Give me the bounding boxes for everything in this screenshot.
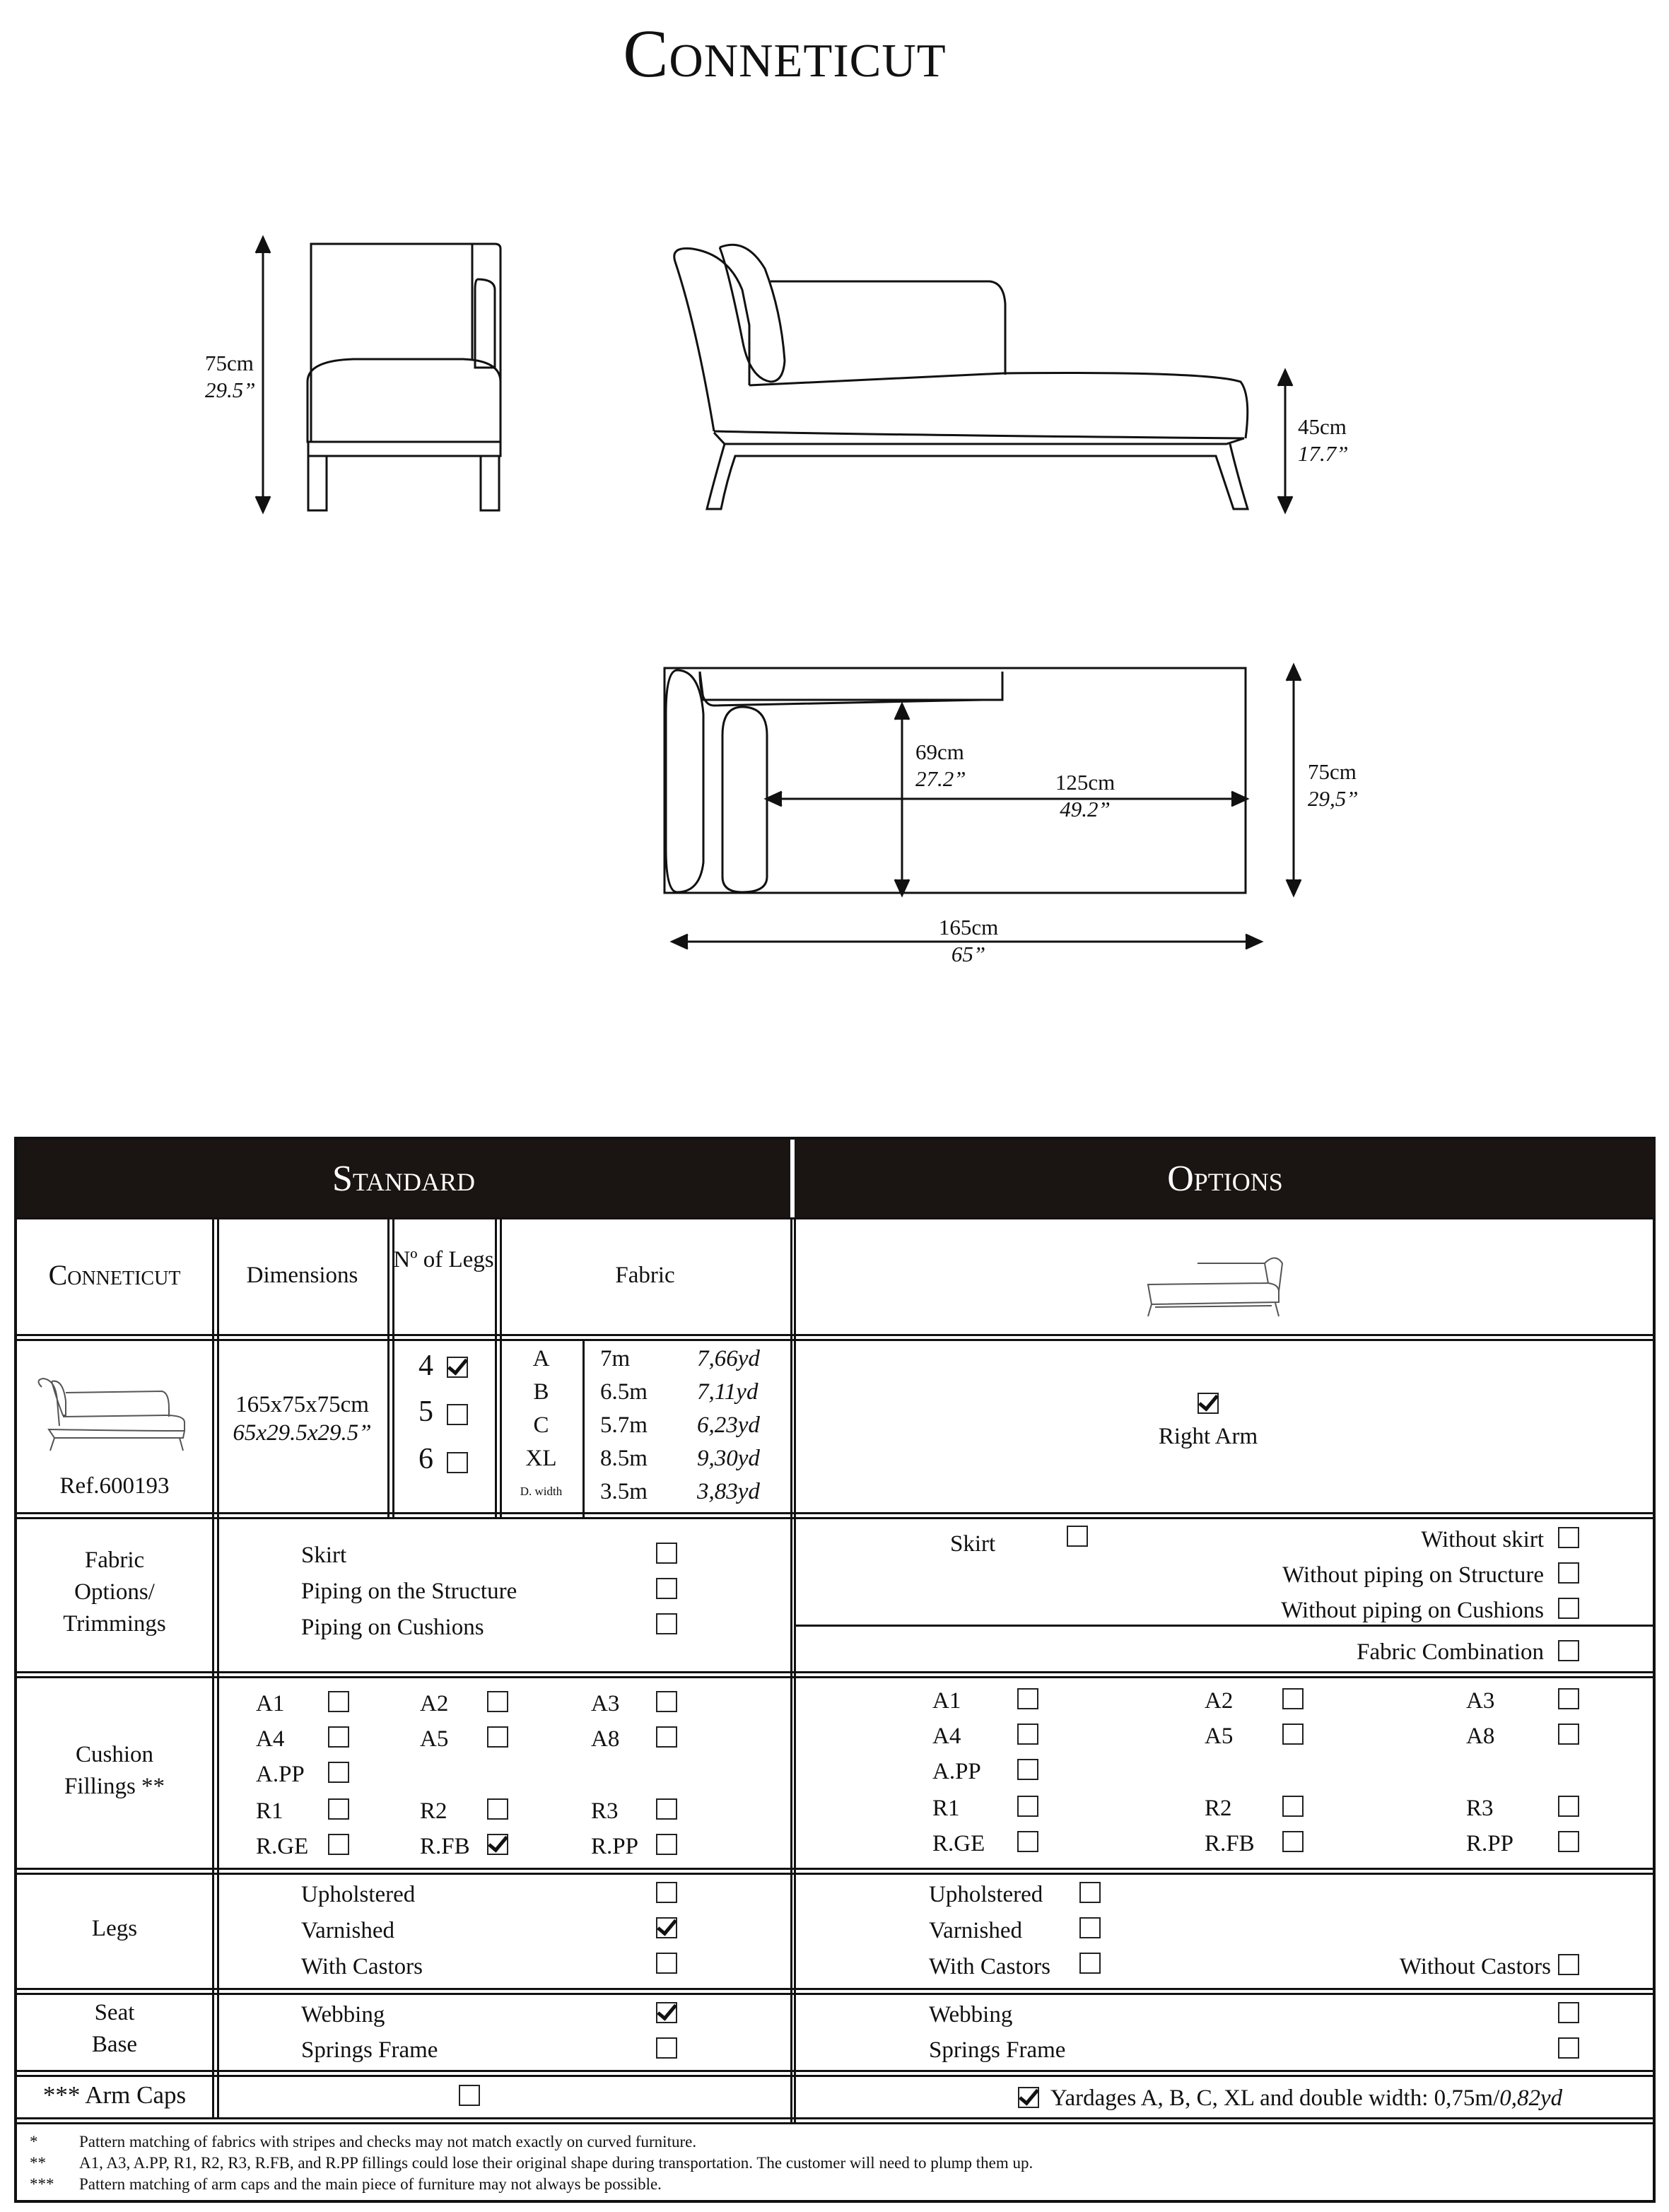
standard-filling-checkbox[interactable]	[328, 1691, 349, 1712]
standard-filling-label: R2	[420, 1798, 447, 1824]
arm-caps-label: *** Arm Caps	[42, 2081, 187, 2109]
legs-option-5-checkbox[interactable]	[447, 1404, 468, 1425]
fabric-yards: 9,30yd	[697, 1446, 760, 1471]
option-filling-checkbox[interactable]	[1282, 1724, 1304, 1745]
piping-structure-label: Piping on the Structure	[301, 1579, 517, 1604]
option-filling-label: A1	[932, 1688, 961, 1714]
option-varnished-label: Varnished	[929, 1918, 1022, 1943]
option-springs-frame-checkbox[interactable]	[1558, 2037, 1579, 2059]
standard-filling-checkbox[interactable]	[328, 1726, 349, 1748]
webbing-label: Webbing	[301, 2002, 385, 2027]
without-piping-structure-checkbox[interactable]	[1558, 1562, 1579, 1584]
standard-filling-checkbox[interactable]	[656, 1691, 677, 1712]
option-with-castors-checkbox[interactable]	[1079, 1953, 1101, 1974]
skirt-label: Skirt	[301, 1543, 347, 1568]
fabric-meters: 3.5m	[600, 1479, 648, 1504]
standard-filling-label: R3	[591, 1798, 619, 1824]
without-piping-cushions-checkbox[interactable]	[1558, 1598, 1579, 1619]
option-filling-checkbox[interactable]	[1017, 1796, 1038, 1817]
standard-filling-checkbox[interactable]	[656, 1834, 677, 1855]
standard-filling-checkbox[interactable]	[328, 1762, 349, 1783]
fabric-grade: B	[533, 1379, 549, 1405]
with-castors-label: With Castors	[301, 1954, 423, 1979]
option-filling-checkbox[interactable]	[1282, 1796, 1304, 1817]
dimensions-header: Dimensions	[246, 1263, 358, 1288]
chaise-thumbnail-icon	[35, 1373, 197, 1458]
option-filling-checkbox[interactable]	[1017, 1831, 1038, 1852]
option-filling-label: A.PP	[932, 1759, 981, 1784]
legs-option-6-checkbox[interactable]	[447, 1452, 468, 1473]
option-filling-label: A3	[1466, 1688, 1495, 1714]
standard-filling-label: A2	[420, 1691, 449, 1716]
springs-frame-label: Springs Frame	[301, 2037, 438, 2063]
fabric-yards: 7,66yd	[697, 1346, 760, 1371]
side-view-drawing	[674, 245, 1248, 509]
model-name-header: Conneticut	[48, 1259, 181, 1291]
fabric-yards: 6,23yd	[697, 1412, 760, 1438]
fabric-meters: 6.5m	[600, 1379, 648, 1405]
arm-caps-option-checkbox[interactable]	[1018, 2087, 1039, 2108]
standard-filling-checkbox[interactable]	[487, 1726, 508, 1748]
option-filling-checkbox[interactable]	[1017, 1724, 1038, 1745]
with-castors-checkbox[interactable]	[656, 1953, 677, 1974]
side-height-dimension-line	[1278, 370, 1292, 512]
fabric-header: Fabric	[615, 1263, 675, 1288]
without-castors-label: Without Castors	[1399, 1954, 1551, 1979]
fabric-options-label: Trimmings	[63, 1611, 166, 1637]
footnote-mark: ***	[30, 2175, 54, 2193]
seat-base-label: Base	[91, 2032, 138, 2057]
fabric-meters: 8.5m	[600, 1446, 648, 1471]
fabric-grade: C	[533, 1412, 549, 1438]
dimensions-cm: 165x75x75cm	[235, 1392, 369, 1417]
legs-option-4-checkbox[interactable]	[447, 1357, 468, 1378]
fabric-combination-checkbox[interactable]	[1558, 1640, 1579, 1661]
without-skirt-checkbox[interactable]	[1558, 1527, 1579, 1548]
front-height-label: 75cm 29.5”	[205, 351, 256, 402]
option-filling-checkbox[interactable]	[1282, 1831, 1304, 1852]
legs-header: Nº of Legs	[393, 1247, 494, 1272]
footnote-mark: **	[30, 2154, 46, 2172]
standard-filling-checkbox[interactable]	[328, 1834, 349, 1855]
option-varnished-checkbox[interactable]	[1079, 1917, 1101, 1938]
top-total-length-label: 165cm 65”	[938, 915, 999, 966]
fabric-combination-label: Fabric Combination	[1357, 1639, 1544, 1665]
standard-filling-checkbox[interactable]	[656, 1798, 677, 1820]
top-width-label: 75cm 29,5”	[1308, 759, 1359, 811]
option-skirt-label: Skirt	[950, 1531, 996, 1557]
footnote-text: Pattern matching of fabrics with stripes and checks may not match exactly on curved furniture.	[79, 2133, 697, 2150]
option-filling-label: R1	[932, 1796, 960, 1821]
fabric-meters: 7m	[600, 1346, 631, 1371]
option-skirt-checkbox[interactable]	[1067, 1526, 1088, 1547]
option-filling-label: R.GE	[932, 1831, 985, 1856]
option-filling-checkbox[interactable]	[1558, 1831, 1579, 1852]
front-view-drawing	[308, 244, 500, 510]
piping-cushions-checkbox[interactable]	[656, 1613, 677, 1634]
option-filling-label: R2	[1205, 1796, 1232, 1821]
standard-filling-checkbox[interactable]	[487, 1691, 508, 1712]
option-upholstered-checkbox[interactable]	[1079, 1882, 1101, 1903]
upholstered-label: Upholstered	[301, 1882, 416, 1907]
option-filling-checkbox[interactable]	[1558, 1688, 1579, 1709]
option-filling-label: A4	[932, 1724, 961, 1749]
seat-base-label: Seat	[94, 2000, 135, 2025]
top-depth-label: 69cm 27.2”	[915, 739, 966, 791]
footnote-mark: *	[30, 2133, 38, 2150]
fabric-options-label: Fabric	[84, 1547, 145, 1573]
reference-number: Ref.600193	[59, 1473, 170, 1499]
standard-filling-label: A1	[256, 1691, 285, 1716]
fabric-grade: D. width	[520, 1485, 563, 1498]
option-upholstered-label: Upholstered	[929, 1882, 1043, 1907]
front-height-dimension-line	[256, 238, 270, 512]
legs-option-5-label: 5	[418, 1395, 433, 1428]
option-filling-label: R.FB	[1205, 1831, 1255, 1856]
standard-filling-checkbox[interactable]	[487, 1834, 508, 1855]
cushion-fillings-label: Cushion	[75, 1742, 154, 1767]
standard-filling-label: R.GE	[256, 1834, 309, 1859]
without-piping-cushions-label: Without piping on Cushions	[1281, 1598, 1544, 1623]
standard-filling-label: R.FB	[420, 1834, 470, 1859]
standard-filling-label: A3	[591, 1691, 620, 1716]
dimensions-in: 65x29.5x29.5”	[233, 1420, 372, 1446]
fabric-options-label: Options/	[74, 1579, 155, 1605]
arm-caps-option-text: Yardages A, B, C, XL and double width: 0,75m/0,82yd	[1050, 2085, 1563, 2111]
standard-filling-checkbox[interactable]	[487, 1798, 508, 1820]
springs-frame-checkbox[interactable]	[656, 2037, 677, 2059]
without-skirt-label: Without skirt	[1421, 1527, 1544, 1552]
fabric-grade: XL	[525, 1446, 557, 1471]
webbing-checkbox[interactable]	[656, 2002, 677, 2023]
fabric-yards: 7,11yd	[697, 1379, 759, 1405]
standard-filling-label: A.PP	[256, 1762, 305, 1787]
option-filling-label: A5	[1205, 1724, 1234, 1749]
footnote-text: Pattern matching of arm caps and the main piece of furniture may not always be possible.	[79, 2175, 662, 2193]
piping-structure-checkbox[interactable]	[656, 1578, 677, 1599]
side-height-label: 45cm 17.7”	[1298, 414, 1349, 466]
standard-filling-label: A4	[256, 1726, 285, 1752]
upholstered-checkbox[interactable]	[656, 1882, 677, 1903]
option-webbing-label: Webbing	[929, 2002, 1013, 2027]
option-filling-checkbox[interactable]	[1017, 1688, 1038, 1709]
option-filling-checkbox[interactable]	[1282, 1688, 1304, 1709]
footnote-text: A1, A3, A.PP, R1, R2, R3, R.FB, and R.PP fillings could lose their original shape during transportation. The customer will need to plump them up.	[79, 2154, 1033, 2172]
option-filling-label: R3	[1466, 1796, 1494, 1821]
option-filling-checkbox[interactable]	[1017, 1759, 1038, 1780]
varnished-checkbox[interactable]	[656, 1917, 677, 1938]
option-springs-frame-label: Springs Frame	[929, 2037, 1066, 2063]
standard-filling-label: A8	[591, 1726, 620, 1752]
right-arm-label: Right Arm	[1158, 1424, 1258, 1449]
legs-row-label: Legs	[91, 1916, 138, 1941]
option-webbing-checkbox[interactable]	[1558, 2002, 1579, 2023]
option-filling-checkbox[interactable]	[1558, 1724, 1579, 1745]
option-with-castors-label: With Castors	[929, 1954, 1050, 1979]
page-title: Conneticut	[623, 16, 947, 91]
options-header: Options	[795, 1140, 1656, 1217]
option-filling-label: A2	[1205, 1688, 1234, 1714]
varnished-label: Varnished	[301, 1918, 394, 1943]
standard-filling-checkbox[interactable]	[656, 1726, 677, 1748]
legs-option-4-label: 4	[418, 1350, 433, 1382]
right-arm-checkbox[interactable]	[1197, 1393, 1219, 1414]
without-castors-checkbox[interactable]	[1558, 1954, 1579, 1975]
piping-cushions-label: Piping on Cushions	[301, 1615, 484, 1640]
standard-header: Standard	[17, 1140, 790, 1217]
option-filling-checkbox[interactable]	[1558, 1796, 1579, 1817]
skirt-checkbox[interactable]	[656, 1543, 677, 1564]
arm-caps-checkbox[interactable]	[459, 2085, 480, 2106]
standard-filling-label: R1	[256, 1798, 283, 1824]
cushion-fillings-label: Fillings **	[64, 1774, 165, 1799]
standard-filling-checkbox[interactable]	[328, 1798, 349, 1820]
standard-filling-label: A5	[420, 1726, 449, 1752]
top-length-label: 125cm 49.2”	[1055, 770, 1115, 821]
option-filling-label: A8	[1466, 1724, 1495, 1749]
technical-drawings	[0, 0, 1669, 1060]
fabric-grade: A	[532, 1346, 550, 1371]
without-piping-structure-label: Without piping on Structure	[1282, 1562, 1544, 1588]
spec-table	[14, 1137, 1656, 2203]
fabric-yards: 3,83yd	[697, 1479, 760, 1504]
standard-filling-label: R.PP	[591, 1834, 638, 1859]
chaise-thumbnail-icon	[1134, 1242, 1289, 1320]
legs-option-6-label: 6	[418, 1443, 433, 1475]
fabric-meters: 5.7m	[600, 1412, 648, 1438]
option-filling-label: R.PP	[1466, 1831, 1513, 1856]
